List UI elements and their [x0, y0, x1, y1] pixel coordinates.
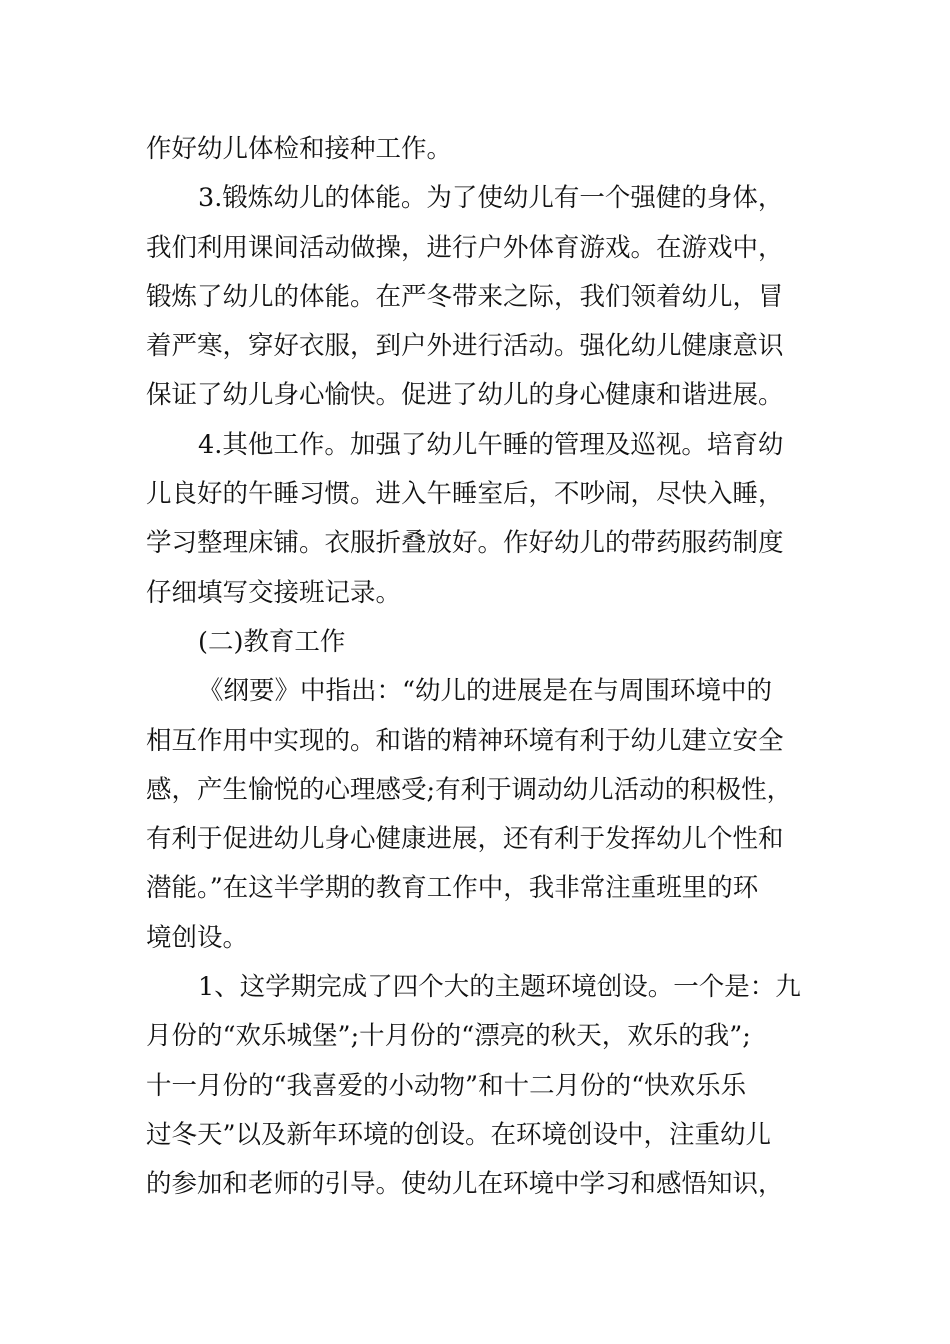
text-line: 仔细填写交接班记录。 — [146, 577, 402, 608]
text-line: 有利于促进幼儿身心健康进展，还有利于发挥幼儿个性和 — [146, 824, 784, 855]
text-line: 的参加和老师的引导。使幼儿在环境中学习和感悟知识， — [146, 1169, 784, 1200]
text-line: 相互作用中实现的。和谐的精神环境有利于幼儿建立安全 — [146, 725, 784, 756]
text-line: 我们利用课间活动做操，进行户外体育游戏。在游戏中， — [146, 232, 784, 263]
text-line: 锻炼了幼儿的体能。在严冬带来之际，我们领着幼儿，冒 — [146, 281, 784, 312]
text-line: 月份的“欢乐城堡”;十月份的“漂亮的秋天，欢乐的我”; — [146, 1021, 751, 1052]
text-line: 学习整理床铺。衣服折叠放好。作好幼儿的带药服药制度 — [146, 528, 784, 559]
text-line: 《纲要》中指出：“幼儿的进展是在与周围环境中的 — [198, 676, 773, 707]
text-line: 感，产生愉悦的心理感受;有利于调动幼儿活动的积极性， — [146, 774, 793, 805]
text-line: 3.锻炼幼儿的体能。为了使幼儿有一个强健的身体， — [198, 183, 784, 214]
text-line: 着严寒，穿好衣服，到户外进行活动。强化幼儿健康意识 — [146, 331, 784, 362]
text-line: 作好幼儿体检和接种工作。 — [146, 134, 453, 164]
text-line: 过冬天”以及新年环境的创设。在环境创设中，注重幼儿 — [146, 1119, 772, 1150]
text-line: 境创设。 — [146, 922, 249, 953]
text-line: (二)教育工作 — [198, 626, 346, 657]
text-line: 保证了幼儿身心愉快。促进了幼儿的身心健康和谐进展。 — [146, 380, 784, 411]
document-body — [146, 125, 816, 1210]
text-line: 十一月份的“我喜爱的小动物”和十二月份的“快欢乐乐 — [146, 1070, 747, 1101]
text-line: 4.其他工作。加强了幼儿午睡的管理及巡视。培育幼 — [198, 429, 784, 460]
text-line: 潜能。”在这半学期的教育工作中，我非常注重班里的环 — [146, 873, 759, 904]
text-line: 儿良好的午睡习惯。进入午睡室后，不吵闹，尽快入睡， — [146, 479, 784, 510]
text-line: 1、这学期完成了四个大的主题环境创设。一个是：九 — [198, 972, 801, 1003]
